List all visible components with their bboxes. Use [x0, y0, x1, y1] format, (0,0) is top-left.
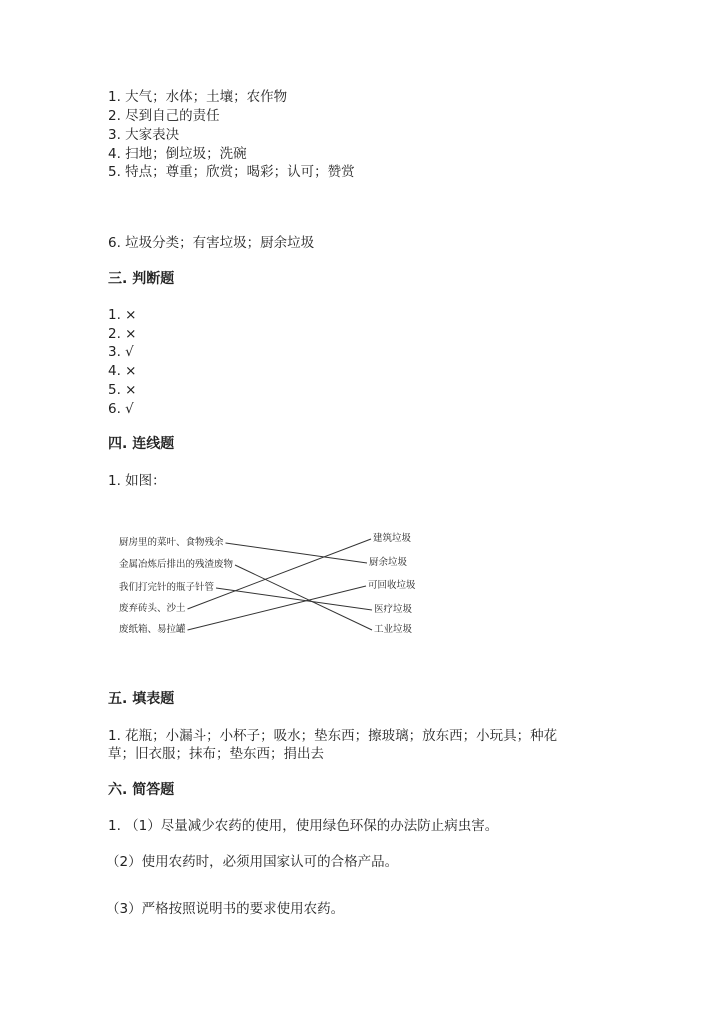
- answer-line: 6. √: [108, 401, 134, 417]
- answer-line: 5. ×: [108, 382, 137, 398]
- connection-line: [216, 588, 372, 610]
- answer-line: 6. 垃圾分类；有害垃圾；厨余垃圾: [108, 235, 315, 251]
- answer-line: 草；旧衣服；抹布；垫东西；捐出去: [108, 746, 324, 762]
- left-item: 金属冶炼后排出的残渣废物: [119, 559, 234, 570]
- section-heading: 五. 填表题: [108, 691, 175, 707]
- right-item: 建筑垃圾: [373, 533, 412, 544]
- answer-line: 1. 如图：: [108, 473, 166, 489]
- answer-line: 4. ×: [108, 363, 137, 379]
- connection-line: [188, 539, 371, 609]
- answer-line: （2）使用农药时，必须用国家认可的合格产品。: [106, 854, 399, 870]
- left-item: 我们打完针的瓶子针管: [119, 582, 215, 593]
- left-item: 厨房里的菜叶、食物残余: [119, 537, 224, 548]
- answer-line: 5. 特点；尊重；欣赏；喝彩；认可；赞赏: [108, 164, 355, 180]
- left-item: 废纸箱、易拉罐: [119, 624, 186, 635]
- connection-line: [188, 586, 366, 630]
- answer-line: 1. （1）尽量减少农药的使用，使用绿色环保的办法防止病虫害。: [108, 818, 499, 834]
- right-item: 工业垃圾: [374, 624, 413, 635]
- section-heading: 四. 连线题: [108, 436, 175, 452]
- answer-line: 1. 大气；水体；土壤；农作物: [108, 89, 288, 105]
- right-item: 厨余垃圾: [369, 557, 408, 568]
- connection-line: [235, 565, 372, 630]
- answer-line: 2. ×: [108, 326, 137, 342]
- left-item: 废弃砖头、沙土: [119, 603, 186, 614]
- answer-line: 3. √: [108, 344, 134, 360]
- right-item: 医疗垃圾: [374, 604, 413, 615]
- answer-line: （3）严格按照说明书的要求使用农药。: [106, 901, 345, 917]
- right-item: 可回收垃圾: [368, 580, 416, 591]
- section-heading: 六. 简答题: [108, 782, 175, 798]
- answer-line: 3. 大家表决: [108, 127, 180, 143]
- section-heading: 三. 判断题: [108, 271, 175, 287]
- connection-line: [226, 543, 367, 563]
- answer-line: 1. ×: [108, 307, 137, 323]
- answer-line: 1. 花瓶；小漏斗；小杯子；吸水；垫东西；擦玻璃；放东西；小玩具；种花: [108, 728, 558, 744]
- answer-line: 2. 尽到自己的责任: [108, 108, 220, 124]
- answer-line: 4. 扫地；倒垃圾；洗碗: [108, 146, 247, 162]
